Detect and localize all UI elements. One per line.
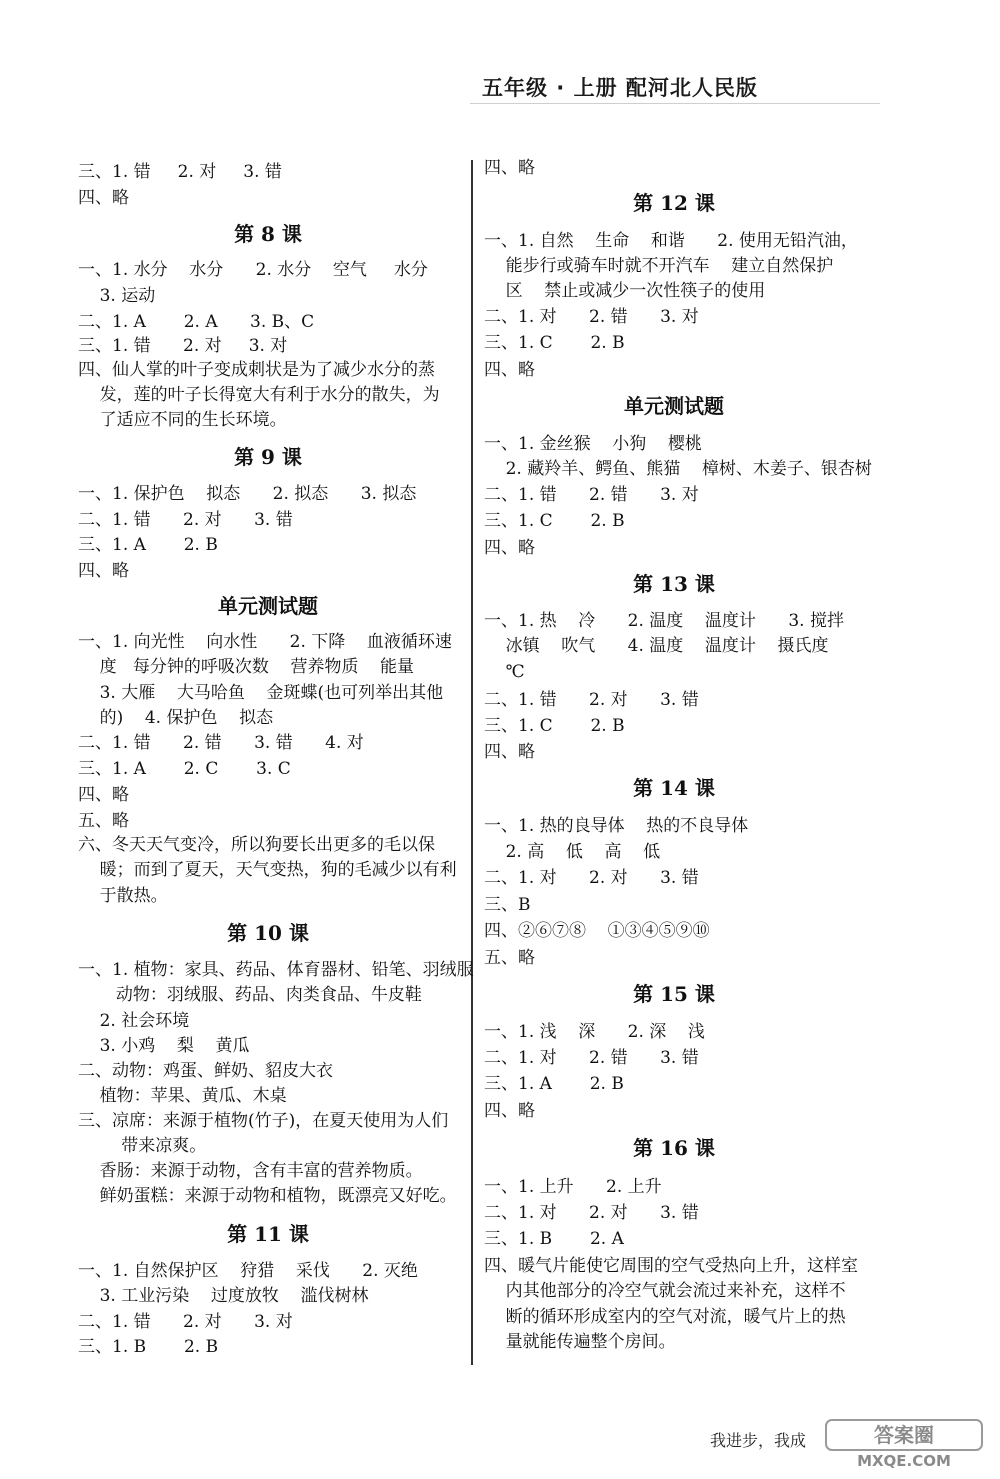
answer-line: 二、1. A 2. A 3. B、C [78, 312, 315, 332]
answer-line: 三、1. A 2. C 3. C [78, 759, 291, 779]
answer-line: ℃ [484, 662, 525, 682]
answer-line: 3. 工业污染 过度放牧 滥伐树林 [78, 1286, 369, 1306]
answer-line: 二、1. 对 2. 错 3. 对 [484, 307, 699, 327]
answer-line: 暖；而到了夏天，天气变热，狗的毛减少以有利 [78, 860, 457, 880]
answer-line: 一、1. 浅 深 2. 深 浅 [484, 1022, 705, 1042]
answer-line: 三、1. C 2. B [484, 333, 625, 353]
answer-line: 四、略 [78, 188, 129, 208]
answer-line: 一、1. 自然 生命 和谐 2. 使用无铅汽油， [484, 231, 858, 251]
answer-line: 冰镇 吹气 4. 温度 温度计 摄氏度 [484, 636, 829, 656]
answer-line: 香肠：来源于动物，含有丰富的营养物质。 [78, 1161, 423, 1181]
answer-line: 三、1. A 2. B [78, 535, 218, 555]
lesson-8-title: 第 8 课 [234, 222, 302, 246]
answer-line: 四、暖气片能使它周围的空气受热向上升，这样室 [484, 1256, 858, 1276]
answer-line: 一、1. 热的良导体 热的不良导体 [484, 816, 749, 836]
answer-line: 六、冬天天气变冷，所以狗要长出更多的毛以保 [78, 835, 435, 855]
answer-line: 二、1. 错 2. 对 3. 错 [78, 510, 293, 530]
answer-line: 一、1. 向光性 向水性 2. 下降 血液循环速 [78, 632, 452, 652]
answer-line: 鲜奶蛋糕：来源于动物和植物，既漂亮又好吃。 [78, 1186, 457, 1206]
answer-line: 三、1. A 2. B [484, 1074, 624, 1094]
answer-line: 于散热。 [78, 886, 168, 906]
lesson-12-title: 第 12 课 [633, 191, 715, 215]
answer-line: 一、1. 水分 水分 2. 水分 空气 水分 [78, 260, 428, 280]
lesson-16-title: 第 16 课 [633, 1136, 715, 1160]
watermark-logo [824, 1418, 984, 1470]
answer-line: 2. 藏羚羊、鳄鱼、熊猫 樟树、木姜子、银杏树 [484, 459, 872, 479]
answer-line: 四、仙人掌的叶子变成刺状是为了减少水分的蒸 [78, 360, 435, 380]
answer-line: 四、略 [78, 561, 129, 581]
answer-line: 的) 4. 保护色 拟态 [78, 708, 274, 728]
unit-test-title: 单元测试题 [624, 394, 724, 418]
answer-line: 度 每分钟的呼吸次数 营养物质 能量 [78, 657, 415, 677]
answer-line: 一、1. 保护色 拟态 2. 拟态 3. 拟态 [78, 484, 417, 504]
answer-line: 二、1. 错 2. 对 3. 对 [78, 1312, 293, 1332]
answer-line: 二、1. 对 2. 对 3. 错 [484, 1203, 699, 1223]
answer-line: 三、凉席：来源于植物(竹子)，在夏天使用为人们 [78, 1111, 449, 1131]
answer-line: 能步行或骑车时就不开汽车 建立自然保护 [484, 256, 834, 276]
answer-line: 四、略 [484, 742, 535, 762]
answer-line: 植物：苹果、黄瓜、木桌 [78, 1086, 287, 1106]
answer-line: 二、1. 对 2. 错 3. 错 [484, 1048, 699, 1068]
answer-line: 三、B [484, 895, 531, 915]
footer-slogan: 我进步，我成 [710, 1431, 807, 1450]
unit-test-title: 单元测试题 [218, 594, 318, 618]
answer-line: 二、动物：鸡蛋、鲜奶、貂皮大衣 [78, 1061, 333, 1081]
answer-line: 二、1. 对 2. 对 3. 错 [484, 868, 699, 888]
answer-line: 四、略 [78, 785, 129, 805]
column-divider [471, 160, 473, 1365]
lesson-11-title: 第 11 课 [227, 1222, 309, 1246]
answer-line: 2. 高 低 高 低 [484, 842, 661, 862]
answer-line: 一、1. 上升 2. 上升 [484, 1177, 662, 1197]
answer-line: 量就能传遍整个房间。 [484, 1332, 676, 1352]
answer-line: 三、1. C 2. B [484, 716, 625, 736]
answer-line: 一、1. 热 冷 2. 温度 温度计 3. 搅拌 [484, 611, 844, 631]
answer-line: 二、1. 错 2. 对 3. 错 [484, 690, 699, 710]
answer-line: 二、1. 错 2. 错 3. 错 4. 对 [78, 733, 364, 753]
lesson-10-title: 第 10 课 [227, 921, 309, 945]
answer-line: 内其他部分的冷空气就会流过来补充，这样不 [484, 1281, 846, 1301]
answer-line: 三、1. B 2. B [78, 1337, 219, 1357]
answer-line: 二、1. 错 2. 错 3. 对 [484, 485, 699, 505]
answer-line: 一、1. 自然保护区 狩猎 采伐 2. 灭绝 [78, 1261, 418, 1281]
page-header-rule [470, 103, 880, 104]
answer-line: 一、1. 植物：家具、药品、体育器材、铅笔、羽绒服 [78, 960, 474, 980]
answer-line: 3. 大雁 大马哈鱼 金斑蝶(也可列举出其他 [78, 683, 444, 703]
answer-line: 三、1. C 2. B [484, 511, 625, 531]
answer-line: 3. 运动 [78, 286, 156, 306]
answer-line: 三、1. 错 2. 对 3. 对 [78, 336, 288, 356]
answer-line: 断的循环形成室内的空气对流，暖气片上的热 [484, 1307, 846, 1327]
answer-line: 了适应不同的生长环境。 [78, 410, 287, 430]
answer-line: 区 禁止或减少一次性筷子的使用 [484, 281, 766, 301]
answer-line: 3. 小鸡 梨 黄瓜 [78, 1036, 250, 1056]
answer-line: 四、②⑥⑦⑧ ①③④⑤⑨⑩ [484, 921, 710, 941]
answer-line: 五、略 [78, 811, 129, 831]
answer-line: 动物：羽绒服、药品、肉类食品、牛皮鞋 [78, 985, 422, 1005]
answer-line: 发，莲的叶子长得宽大有利于水分的散失，为 [78, 385, 440, 405]
answer-line: 四、略 [484, 538, 535, 558]
answer-line: 五、略 [484, 948, 535, 968]
page-header-title: 五年级 · 上册 配河北人民版 [482, 76, 758, 100]
answer-line: 三、1. 错 2. 对 3. 错 [78, 162, 282, 182]
answer-line: 带来凉爽。 [78, 1136, 207, 1156]
answer-line: 一、1. 金丝猴 小狗 樱桃 [484, 434, 702, 454]
lesson-14-title: 第 14 课 [633, 776, 715, 800]
answer-line: 四、略 [484, 1101, 535, 1121]
answer-line: 2. 社会环境 [78, 1011, 190, 1031]
svg-text:答案圈: 答案圈 [874, 1423, 934, 1447]
svg-text:MXQE.COM: MXQE.COM [857, 1452, 951, 1470]
answer-line: 三、1. B 2. A [484, 1229, 624, 1249]
lesson-15-title: 第 15 课 [633, 982, 715, 1006]
answer-line: 四、略 [484, 158, 535, 178]
lesson-13-title: 第 13 课 [633, 572, 715, 596]
answer-line: 四、略 [484, 360, 535, 380]
lesson-9-title: 第 9 课 [234, 445, 302, 469]
